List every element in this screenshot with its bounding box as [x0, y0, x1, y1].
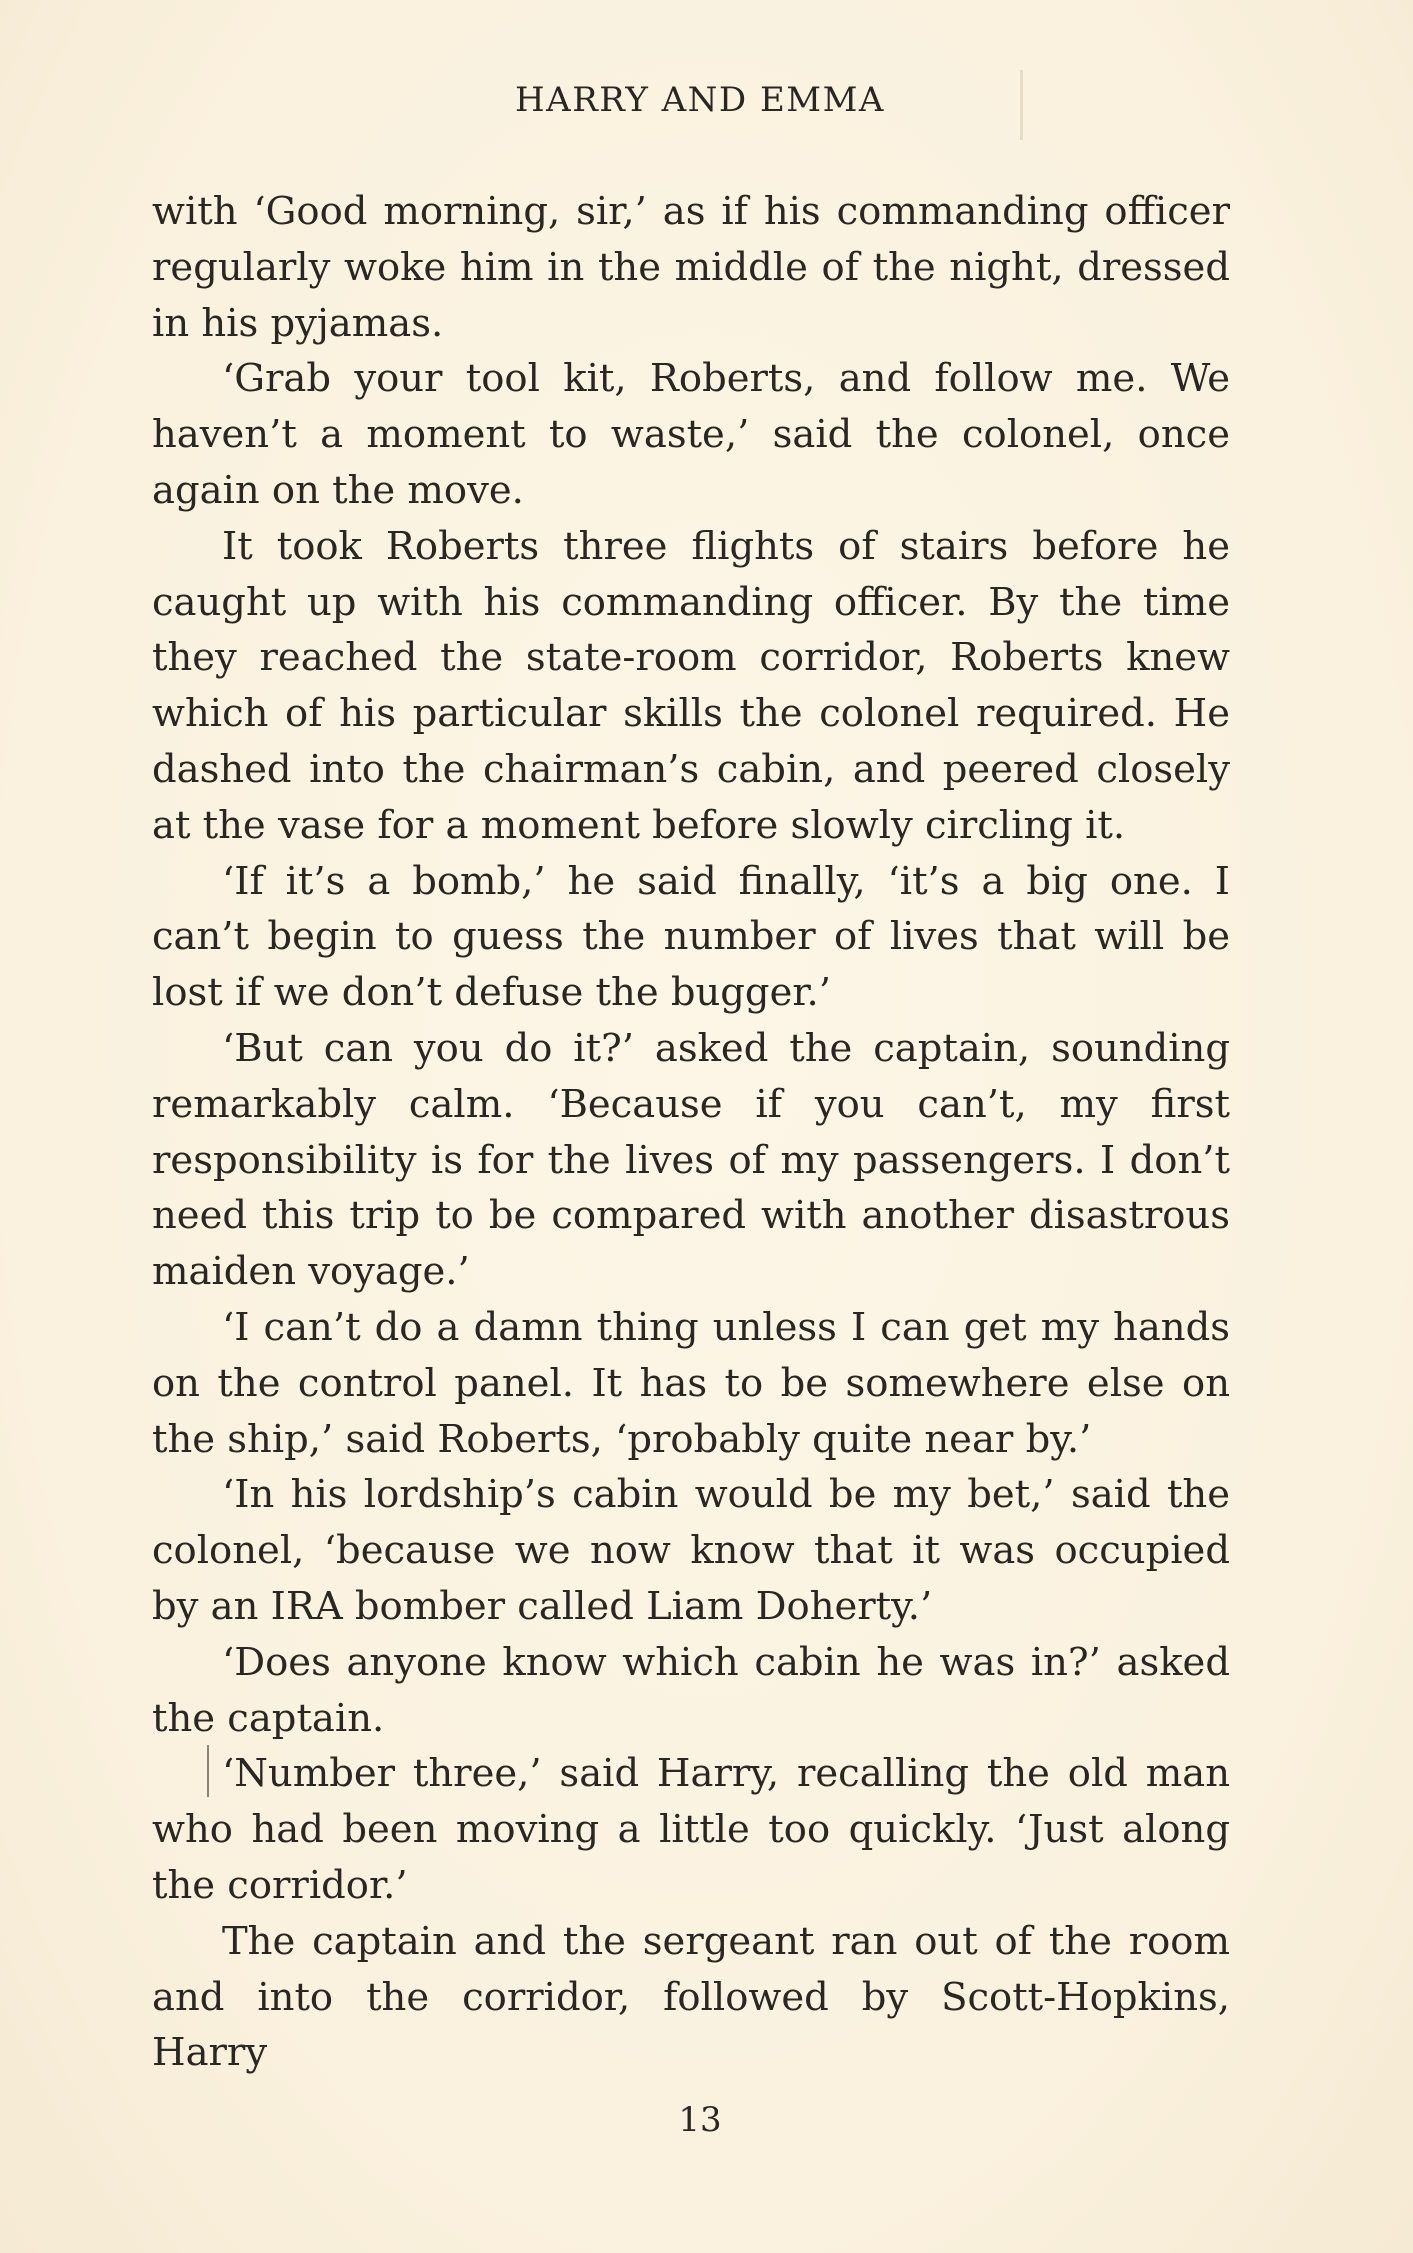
paragraph: ‘If it’s a bomb,’ he said finally, ‘it’s a big one. I can’t begin to guess the number of lives that will be lost if we don’t defuse the bugger.’ — [152, 858, 1230, 1016]
paragraph: ‘Grab your tool kit, Roberts, and follow me. We haven’t a moment to waste,’ said the colonel, once again on the move. — [152, 356, 1230, 513]
paragraph: ‘Does anyone know which cabin he was in?’ asked the captain. — [152, 1639, 1230, 1741]
paragraph: ‘I can’t do a damn thing unless I can get my hands on the control panel. It has to be somewhere else on the ship,’ said Roberts, ‘probably quite near by.’ — [152, 1304, 1230, 1462]
paragraph: The captain and the sergeant ran out of the room and into the corridor, followed by Scott-Hopkins, Harry — [152, 1918, 1230, 2076]
page-number: 13 — [678, 2100, 722, 2140]
margin-pencil-mark — [207, 1745, 209, 1797]
paragraph: It took Roberts three flights of stairs before he caught up with his commanding officer. By the time they reached the state-room corridor, Roberts knew which of his particular skills the colonel required. He dashed into the chairman’s cabin, and peered closely at the vase for a moment before slowly circling it. — [152, 523, 1230, 848]
paragraph: with ‘Good morning, sir,’ as if his commanding officer regularly woke him in the middle of the night, dressed in his pyjamas. — [152, 189, 1230, 346]
paragraph: ‘In his lordship’s cabin would be my bet,’ said the colonel, ‘because we now know that it was occupied by an IRA bomber called Liam Doherty.’ — [152, 1472, 1230, 1629]
body-text — [152, 184, 1230, 2081]
paragraph: ‘But can you do it?’ asked the captain, sounding remarkably calm. ‘Because if you can’t, my first responsibility is for the lives of my passengers. I don’t need this trip to be compared with another disastrous maiden voyage.’ — [152, 1025, 1230, 1295]
paragraph: ‘Number three,’ said Harry, recalling the old man who had been moving a little too quickly. ‘Just along the corridor.’ — [152, 1751, 1230, 1908]
running-header: HARRY AND EMMA — [515, 80, 885, 120]
